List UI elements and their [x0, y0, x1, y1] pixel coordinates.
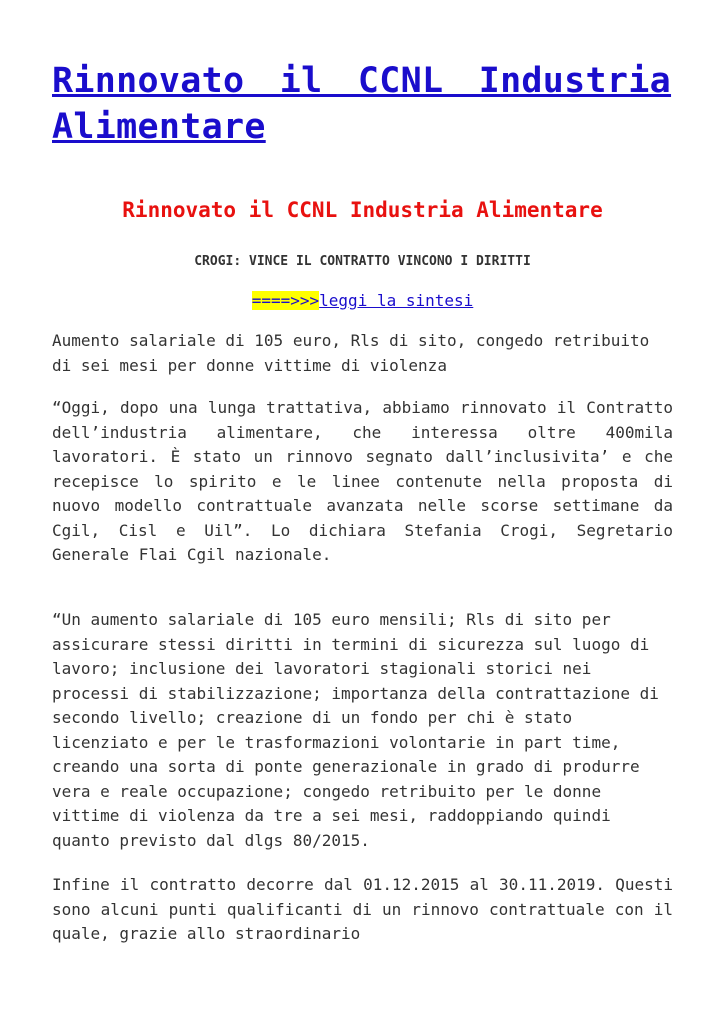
paragraph-summary: Aumento salariale di 105 euro, Rls di sito, congedo retribuito di sei mesi per donne vittime di violenza	[52, 331, 650, 375]
paragraph-quote-1: “Oggi, dopo una lunga trattativa, abbiamo rinnovato il Contratto dell’industria alimentare, che interessa oltre 400mila lavoratori. È stato un rinnovo segnato dall’inclusivita’ e che recepisce lo spirito e le linee contenute nella proposta di nuovo modello contrattuale avanzata nelle scorse settimane da Cgil, Cisl e Uil”. Lo dichiara Stefania Crogi, Segretario Generale Flai Cgil nazionale.	[52, 398, 673, 564]
article-subtitle: Rinnovato il CCNL Industria Alimentare	[122, 198, 603, 222]
page-title-link[interactable]: Rinnovato il CCNL Industria Alimentare	[52, 61, 672, 147]
read-more-line	[52, 290, 673, 312]
paragraph-dates: Infine il contratto decorre dal 01.12.2015 al 30.11.2019. Questi sono alcuni punti qualificanti di un rinnovo contrattuale con il quale, grazie allo straordinario	[52, 875, 673, 943]
highlighted-arrows: ====>>>	[251, 291, 320, 310]
article-claim: CROGI: VINCE IL CONTRATTO VINCONO I DIRITTI	[194, 254, 531, 269]
paragraph-quote-2: “Un aumento salariale di 105 euro mensili; Rls di sito per assicurare stessi diritti in termini di sicurezza sul luogo di lavoro; inclusione dei lavoratori stagionali storici nei processi di stabilizzazione; importanza della contrattazione di secondo livello; creazione di un fondo per chi è stato licenziato e per le trasformazioni volontarie in part time, creando una sorta di ponte generazionale in grado di produrre vera e reale occupazione; congedo retribuito per le donne vittime di violenza da tre a sei mesi, raddoppiando quindi quanto previsto dal dlgs 80/2015.	[52, 610, 659, 850]
read-summary-link[interactable]: leggi la sintesi	[319, 291, 474, 310]
